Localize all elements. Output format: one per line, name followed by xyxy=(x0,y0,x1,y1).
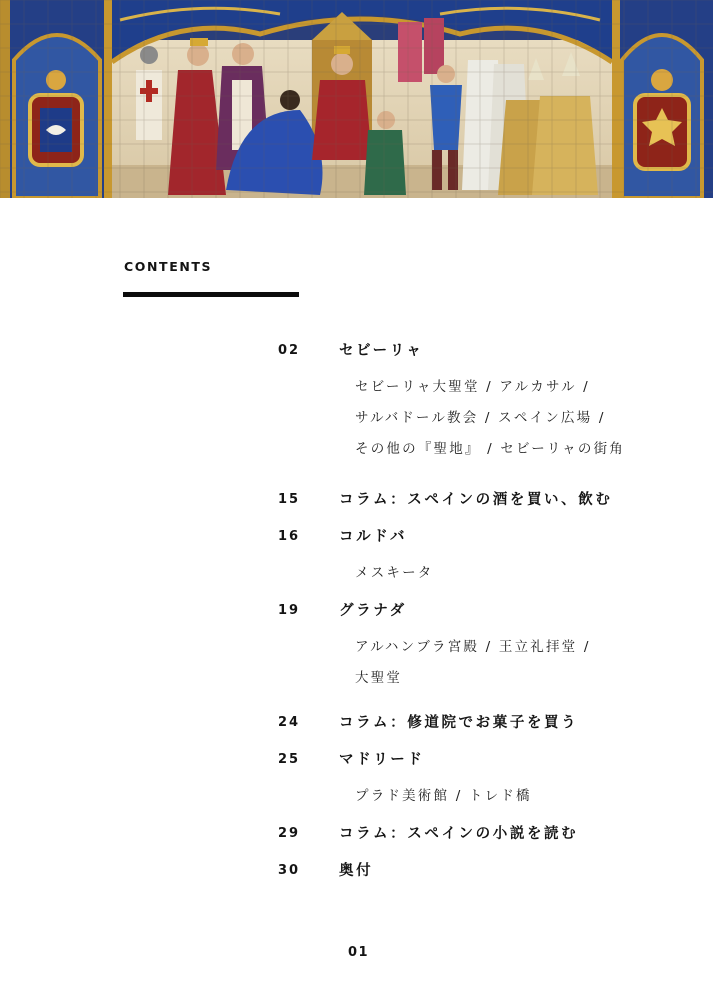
toc-subsection-line: メスキータ xyxy=(355,565,434,581)
toc-page-number: 16 xyxy=(278,529,301,544)
toc-page-number: 02 xyxy=(278,343,301,358)
toc-page-number: 19 xyxy=(278,603,301,618)
toc-subsection-line: プラド美術館 / トレド橋 xyxy=(355,788,532,804)
toc-chapter-title[interactable]: 奥付 xyxy=(339,863,374,879)
heading-underline-rule xyxy=(123,292,299,297)
toc-chapter-title[interactable]: コルドバ xyxy=(339,529,408,545)
toc-page-number: 29 xyxy=(278,826,301,841)
contents-heading: CONTENTS xyxy=(124,259,213,274)
toc-subsection-line: その他の『聖地』 / セビーリャの街角 xyxy=(355,441,625,457)
toc-page-number: 25 xyxy=(278,752,301,767)
toc-chapter-title[interactable]: セビーリャ xyxy=(339,343,424,359)
toc-column-title[interactable]: コラム：スペインの小説を読む xyxy=(339,826,579,842)
toc-page-number: 24 xyxy=(278,715,301,730)
toc-chapter-title[interactable]: グラナダ xyxy=(339,603,407,619)
hero-azulejo-mural-image xyxy=(0,0,713,198)
toc-subsection-line: アルハンブラ宮殿 / 王立礼拝堂 / xyxy=(355,639,591,655)
toc-chapter-title[interactable]: マドリード xyxy=(339,752,425,768)
toc-subsection-line: 大聖堂 xyxy=(355,670,403,686)
toc-page-number: 30 xyxy=(278,863,301,878)
toc-subsection-line: セビーリャ大聖堂 / アルカサル / xyxy=(355,379,590,395)
toc-page-number: 15 xyxy=(278,492,301,507)
toc-column-title[interactable]: コラム：スペインの酒を買い、飲む xyxy=(339,492,613,508)
page-number: 01 xyxy=(348,945,370,960)
toc-column-title[interactable]: コラム：修道院でお菓子を買う xyxy=(339,715,579,731)
toc-subsection-line: サルバドール教会 / スペイン広場 / xyxy=(355,410,606,426)
